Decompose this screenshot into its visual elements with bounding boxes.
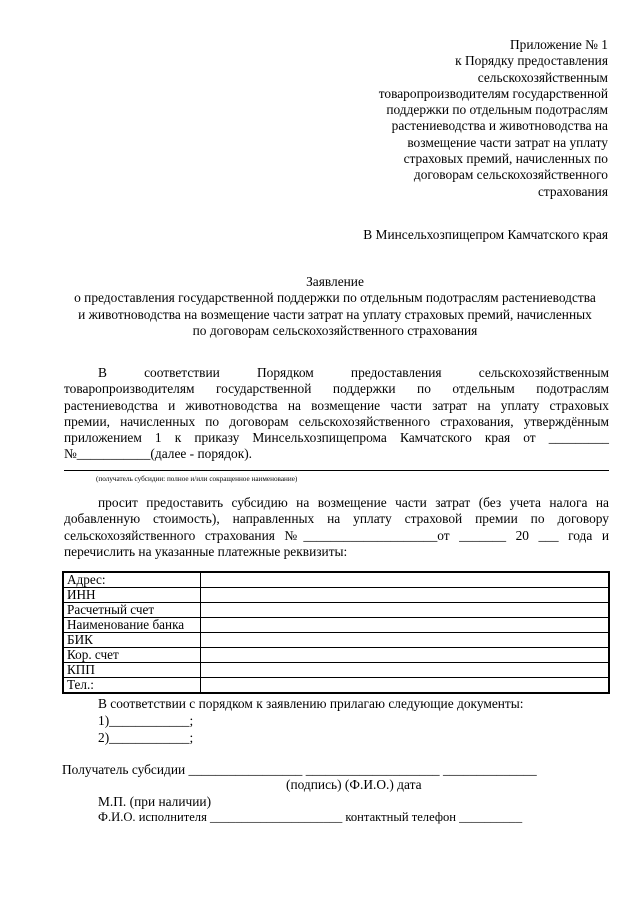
recipient-hint: (получатель субсидии: полное и/или сокращенное наименование) xyxy=(96,475,298,483)
requisite-label: Адрес: xyxy=(63,572,201,588)
appendix-line: страховых премий, начисленных по xyxy=(403,151,608,167)
requisite-label: Расчетный счет xyxy=(63,603,201,618)
table-row xyxy=(63,603,609,618)
table-row xyxy=(63,648,609,663)
paragraph-request xyxy=(64,495,609,560)
requisite-label: КПП xyxy=(63,663,201,678)
payment-requisites-table xyxy=(62,571,610,694)
appendix-line: возмещение части затрат на уплату xyxy=(407,134,608,150)
paragraph-regulation xyxy=(64,365,609,463)
paragraph-line: сельскохозяйственного страхования №____________________от _______ 20 ___ года и xyxy=(64,527,609,543)
title-line: о предоставления государственной поддержки по отдельным подотраслям растениеводства xyxy=(74,290,596,306)
requisite-label: БИК xyxy=(63,633,201,648)
appendix-line: поддержки по отдельным подотраслям xyxy=(386,102,608,118)
requisite-label: Кор. счет xyxy=(63,648,201,663)
appendix-line: товаропроизводителям государственной xyxy=(378,85,608,101)
appendix-header xyxy=(300,37,608,200)
paragraph-line: В соответствии Порядком предоставления сельскохозяйственным xyxy=(98,365,609,380)
requisite-value-cell[interactable] xyxy=(201,648,610,663)
appendix-line: страхования xyxy=(537,183,608,199)
paragraph-line: растениеводства и животноводства на возмещение части затрат на уплату страховых xyxy=(64,397,609,413)
paragraph-line: №___________(далее - порядок). xyxy=(64,446,253,462)
seal-note: М.П. (при наличии) xyxy=(98,794,212,809)
appendix-line: договорам сельскохозяйственного xyxy=(413,167,608,183)
appendix-line: Приложение № 1 xyxy=(509,37,608,52)
recipient-signature-line[interactable]: Получатель субсидии _________________ ____________________ ______________ xyxy=(62,762,537,777)
requisite-value-cell[interactable] xyxy=(201,678,610,694)
paragraph-line: товаропроизводителям государственной поддержки по отдельным подотраслям xyxy=(64,381,609,397)
requisite-label: Наименование банка xyxy=(63,618,201,633)
appendix-line: сельскохозяйственным xyxy=(477,69,608,85)
requisite-value-cell[interactable] xyxy=(201,603,610,618)
paragraph-line: добавленную стоимость), направленных на уплату страховой премии по договору xyxy=(64,511,609,527)
title-line: по договорам сельскохозяйственного страхования xyxy=(192,322,478,338)
table-row xyxy=(63,678,609,694)
title-line: и животноводства на возмещение части затрат на уплату страховых премий, начисленных xyxy=(78,306,592,322)
recipient-name-field[interactable] xyxy=(64,470,609,471)
paragraph-line: приложением 1 к приказу Минсельхозпищепрома Камчатского края от _________ xyxy=(64,430,609,446)
table-row xyxy=(63,572,609,588)
paragraph-line: премии, начисленных по договорам сельскохозяйственного страхования, утверждённым xyxy=(64,413,609,429)
title-heading: Заявление xyxy=(306,274,364,289)
table-row xyxy=(63,663,609,678)
paragraph-line: перечислить на указанные платежные реквизиты: xyxy=(64,543,348,559)
paragraph-line: просит предоставить субсидию на возмещение части затрат (без учета налога на xyxy=(98,495,609,510)
requisite-value-cell[interactable] xyxy=(201,618,610,633)
executor-line[interactable]: Ф.И.О. исполнителя _____________________ контактный телефон __________ xyxy=(98,810,523,824)
table-row xyxy=(63,618,609,633)
attached-document-item[interactable]: 1)____________; xyxy=(98,713,194,728)
signature-captions: (подпись) (Ф.И.О.) дата xyxy=(286,777,422,792)
attached-documents-intro: В соответствии с порядком к заявлению прилагаю следующие документы: xyxy=(98,696,524,711)
attached-document-item[interactable]: 2)____________; xyxy=(98,730,194,745)
requisite-label: Тел.: xyxy=(63,678,201,694)
requisite-value-cell[interactable] xyxy=(201,663,610,678)
requisite-value-cell[interactable] xyxy=(201,572,610,588)
requisite-value-cell[interactable] xyxy=(201,588,610,603)
appendix-line: к Порядку предоставления xyxy=(455,53,608,69)
document-title xyxy=(50,274,620,339)
requisite-label: ИНН xyxy=(63,588,201,603)
requisite-value-cell[interactable] xyxy=(201,633,610,648)
table-row xyxy=(63,633,609,648)
table-row xyxy=(63,588,609,603)
addressee: В Минсельхозпищепром Камчатского края xyxy=(363,227,608,242)
appendix-line: растениеводства и животноводства на xyxy=(391,118,608,134)
